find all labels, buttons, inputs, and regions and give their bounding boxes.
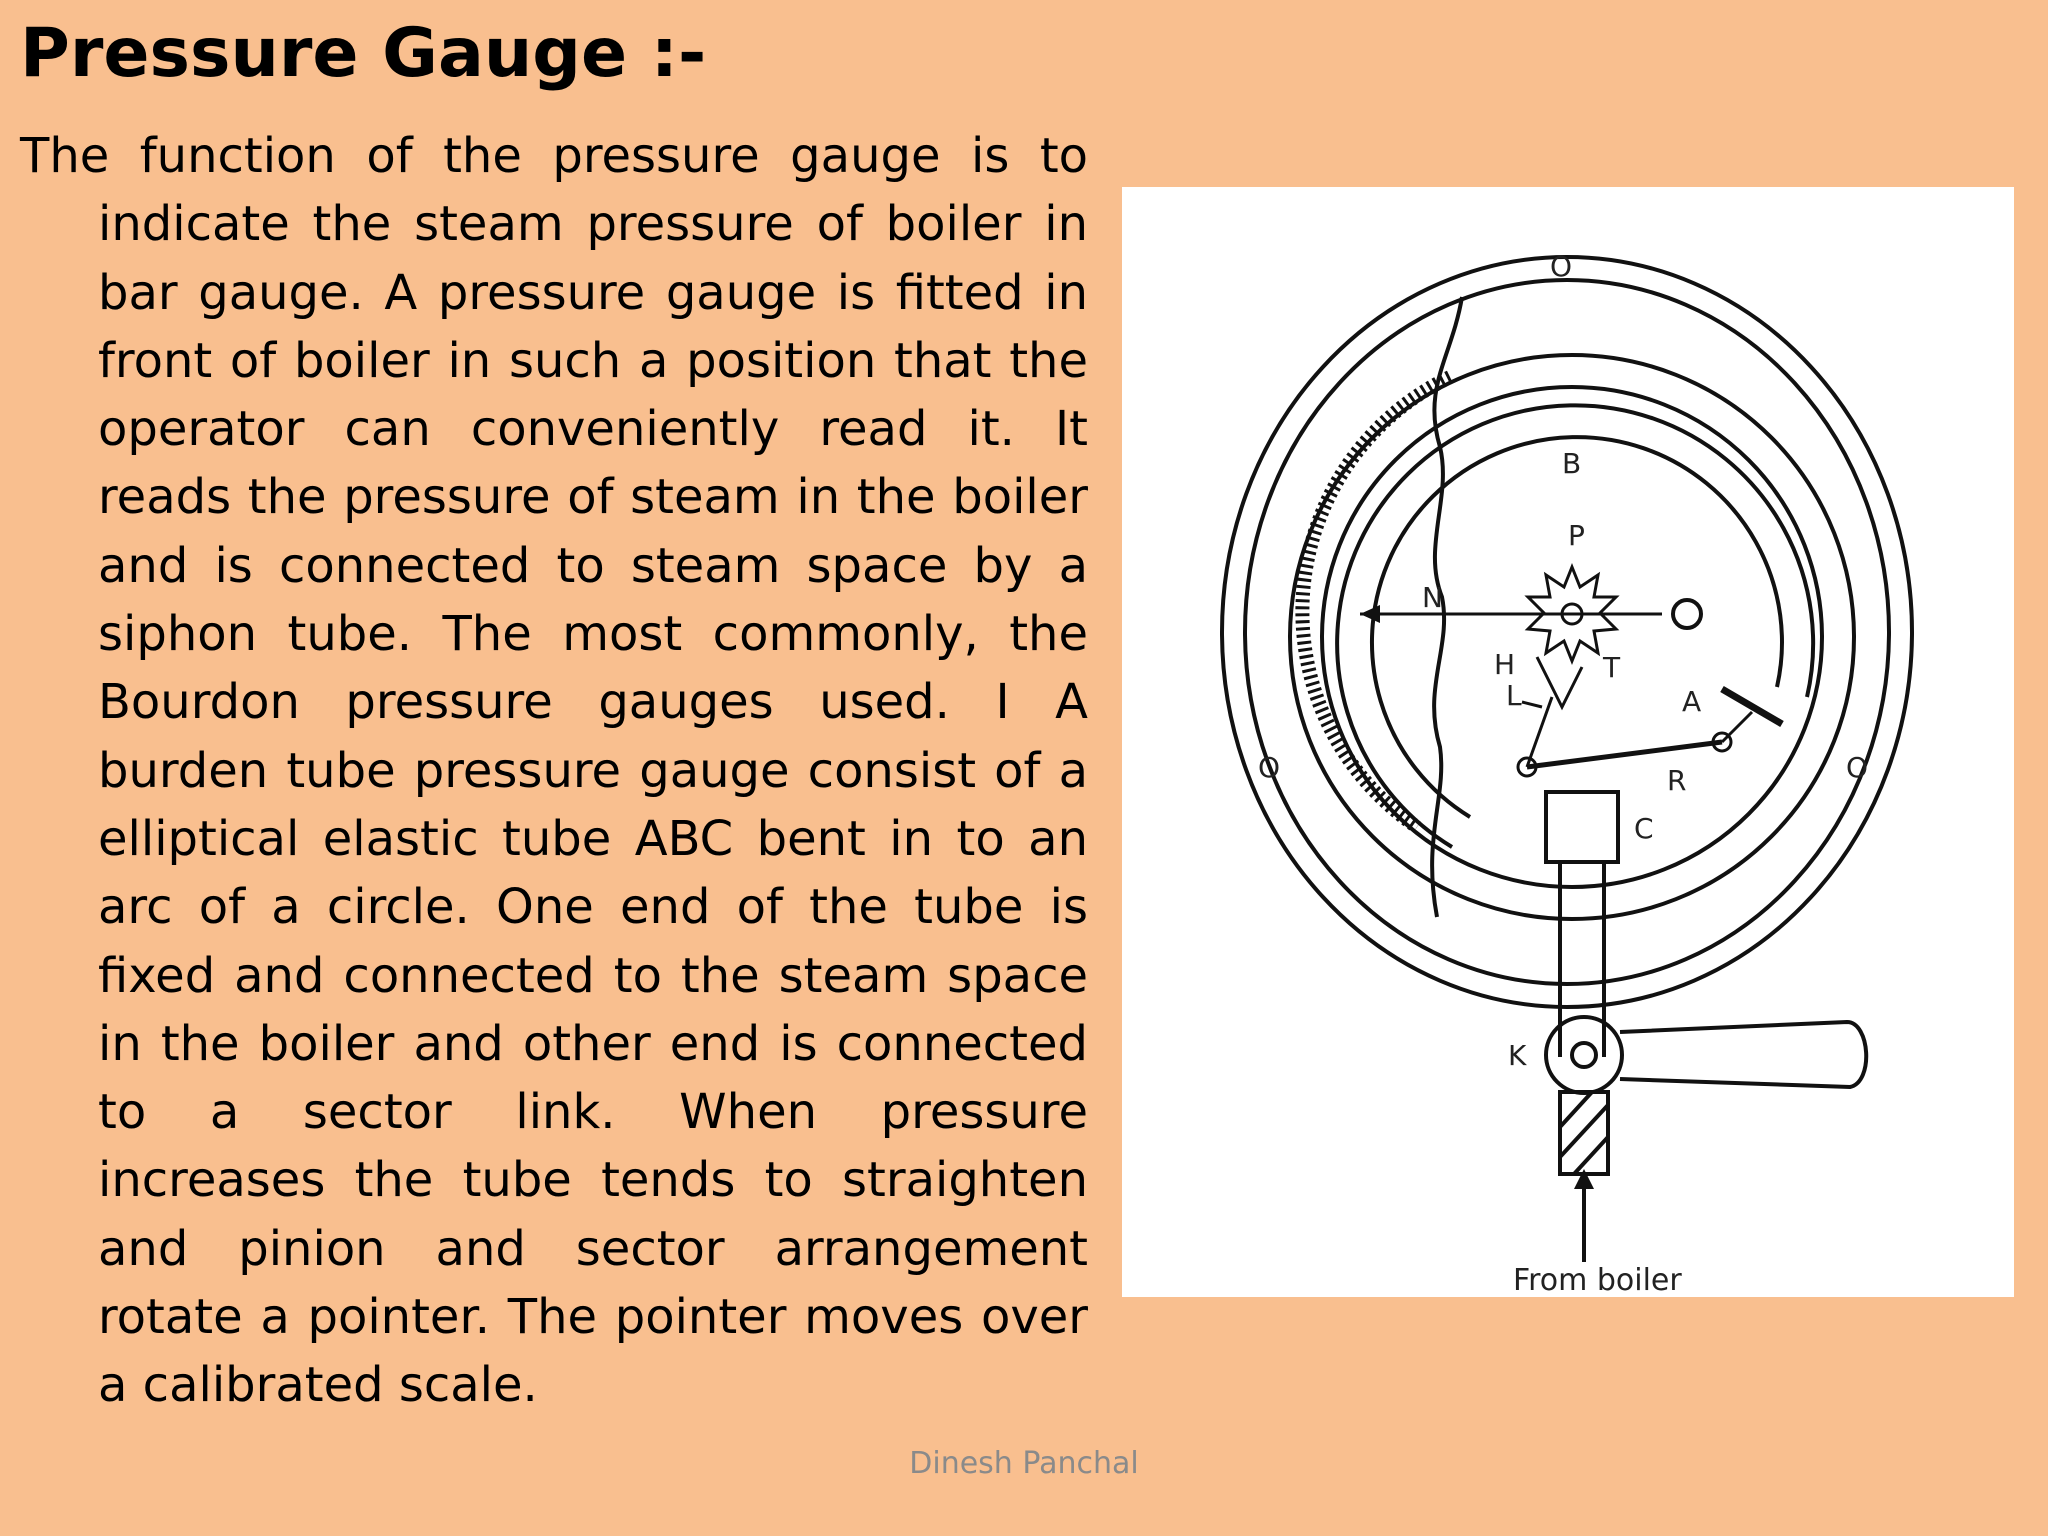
label-n: N <box>1422 581 1443 614</box>
sector <box>1537 657 1582 707</box>
link-r <box>1527 742 1722 767</box>
label-top-o: O <box>1550 250 1573 283</box>
label-t: T <box>1603 651 1621 684</box>
label-k: K <box>1508 1039 1527 1072</box>
label-p: P <box>1568 519 1585 552</box>
cock-plug <box>1546 1017 1622 1093</box>
footer-author: Dinesh Panchal <box>909 1446 1139 1481</box>
socket-block <box>1546 792 1618 862</box>
label-h: H <box>1494 648 1516 681</box>
outer-casing <box>1222 257 1912 1007</box>
link-l <box>1522 702 1542 707</box>
cock-handle <box>1620 1022 1866 1087</box>
pointer-tail <box>1673 600 1701 628</box>
bourdon-gauge-diagram <box>1122 187 2014 1297</box>
diagram-svg <box>1122 187 2014 1297</box>
label-c: C <box>1634 812 1654 845</box>
label-b: B <box>1562 447 1582 480</box>
caption-from-boiler: From boiler <box>1513 1263 1682 1297</box>
body-paragraph: The function of the pressure gauge is to indicate the steam pressure of boiler in bar gauge. A pressure gauge is fitted in front of boiler in such a position that the operator can conveniently read it. It reads the pressure of steam in the boiler and is connected to steam space by a siphon tube. The most commonly, the Bourdon pressure gauges used. I A burden tube pressure gauge consist of a elliptical elastic tube ABC bent in to an arc of a circle. One end of the tube is fixed and connected to the steam space in the boiler and other end is connected to a sector link. When pressure increases the tube tends to straighten and pinion and sector arrangement rotate a pointer. The pointer moves over a calibrated scale. <box>20 128 1088 1414</box>
label-a: A <box>1682 685 1702 718</box>
cock-centre <box>1572 1043 1596 1067</box>
pointer-arrow-head <box>1360 605 1380 623</box>
label-l: L <box>1506 679 1522 712</box>
label-left-o: O <box>1258 751 1281 784</box>
label-r: R <box>1667 764 1687 797</box>
slide-title: Pressure Gauge :- <box>20 14 707 93</box>
label-right-o: O <box>1846 751 1869 784</box>
tube-free-end <box>1722 712 1752 742</box>
